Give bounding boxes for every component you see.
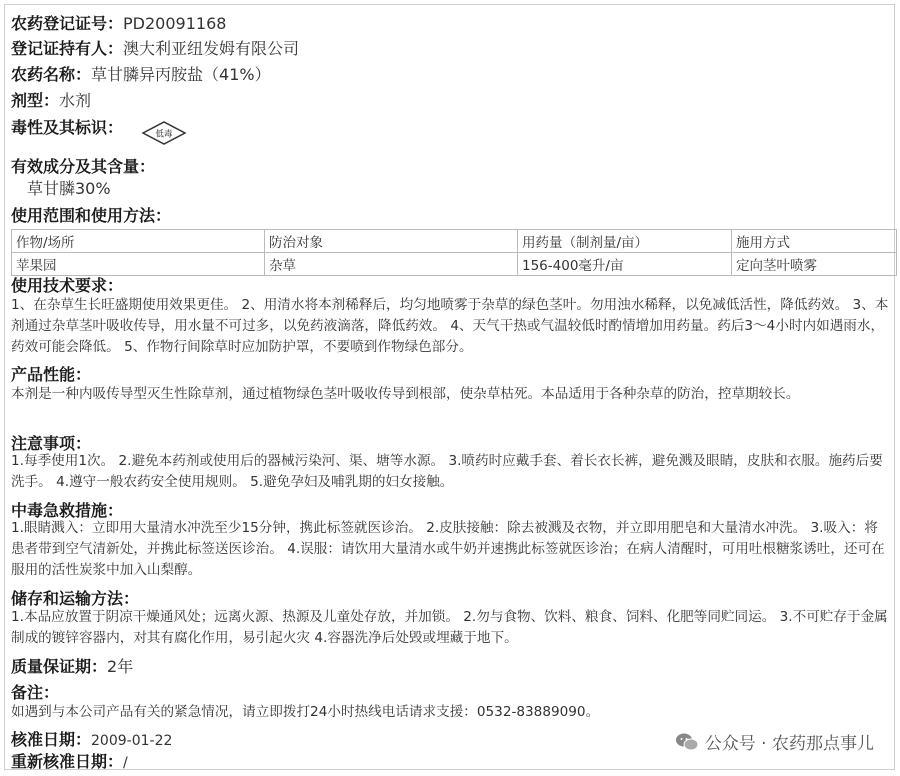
remarks-label: 备注：	[11, 683, 60, 702]
pesticide-name-row	[11, 62, 271, 85]
label-document	[4, 4, 895, 770]
holder-row	[11, 36, 299, 59]
header-dosage: 用药量（制剂量/亩）	[518, 230, 732, 253]
wechat-icon	[675, 732, 699, 752]
low-toxicity-icon	[140, 120, 188, 146]
reapproval-date-value: /	[123, 755, 128, 771]
registration-value: PD20091168	[123, 14, 227, 33]
first-aid-text: 1.眼睛溅入：立即用大量清水冲洗至少15分钟，携此标签就医诊治。 2.皮肤接触：除去被溅及衣物，并立即用肥皂和大量清水冲洗。 3.吸入：将患者带到空气清新处，并携此标签送医诊治。 4.误服：请饮用大量清水或牛奶并速携此标签就医诊治；在病人清醒时，可用吐根糖浆诱吐，还可在服用的活性炭浆中加入山梨醇。	[11, 520, 885, 578]
usage-table	[11, 229, 897, 276]
watermark-text: 公众号 · 农药那点事儿	[704, 734, 874, 754]
storage-label: 储存和运输方法：	[11, 589, 140, 608]
toxicity-row	[11, 115, 123, 138]
reapproval-date-row	[11, 749, 128, 772]
header-method: 施用方式	[732, 230, 897, 253]
table-row	[12, 253, 897, 276]
usage-header-row	[12, 230, 897, 253]
performance-text: 本剂是一种内吸传导型灭生性除草剂，通过植物绿色茎叶吸收传导到根部，使杂草枯死。本品适用于各种杂草的防治，控草期较长。	[11, 386, 800, 402]
approval-date-row	[11, 727, 172, 750]
warranty-value: 2年	[107, 657, 134, 676]
header-target: 防治对象	[265, 230, 518, 253]
first-aid-label: 中毒急救措施：	[11, 501, 124, 520]
cell-target: 杂草	[265, 253, 518, 276]
warranty-label: 质量保证期：	[11, 657, 108, 676]
storage-text: 1.本品应放置于阴凉干燥通风处；远离火源、热源及儿童处存放，并加锁。 2.勿与食物、饮料、粮食、饲料、化肥等同贮同运。 3.不可贮存于金属制成的镀锌容器内，对其有腐化作用，易引起火灾 4.容器洗净后处毁或埋藏于地下。	[11, 609, 888, 646]
performance-heading	[11, 362, 91, 385]
pesticide-name-label: 农药名称：	[11, 65, 92, 84]
ingredient-heading	[11, 154, 155, 177]
toxicity-label: 毒性及其标识：	[11, 118, 124, 137]
toxicity-badge-text: 低毒	[155, 129, 173, 140]
cell-crop: 苹果园	[12, 253, 265, 276]
registration-label: 农药登记证号：	[11, 14, 124, 33]
notes-text: 1.每季使用1次。 2.避免本药剂或使用后的器械污染河、渠、塘等水源。 3.喷药时应戴手套、着长衣长裤，避免溅及眼睛，皮肤和衣服。施药后要洗手。 4.遵守一般农药安全使用规则。 5.避免孕妇及哺乳期的妇女接触。	[11, 453, 883, 490]
cell-method: 定向茎叶喷雾	[732, 253, 897, 276]
warranty-row	[11, 654, 133, 677]
remarks-heading	[11, 680, 59, 703]
tech-text: 1、在杂草生长旺盛期使用效果更佳。 2、用清水将本剂稀释后，均匀地喷雾于杂草的绿色茎叶。勿用浊水稀释，以免减低活性，降低药效。 3、本剂通过杂草茎叶吸收传导，用水量不可过多，以免药液滴落，降低药效。 4、天气干热或气温较低时酌情增加用药量。药后3～4小时内如遇雨水，药效可能会降低。 5、作物行间除草时应加防护罩，不要喷到作物绿色部分。	[11, 297, 889, 355]
cell-dosage: 156-400毫升/亩	[518, 253, 732, 276]
pesticide-name-value: 草甘膦异丙胺盐（41%）	[91, 65, 271, 84]
header-crop: 作物/场所	[12, 230, 265, 253]
performance-label: 产品性能：	[11, 365, 92, 384]
storage-heading	[11, 586, 139, 609]
reapproval-date-label: 重新核准日期：	[11, 752, 124, 771]
watermark	[675, 729, 874, 754]
usage-heading	[11, 203, 171, 226]
ingredient-label: 有效成分及其含量：	[11, 157, 156, 176]
formulation-value: 水剂	[59, 91, 92, 110]
notes-label: 注意事项：	[11, 434, 92, 453]
formulation-label: 剂型：	[11, 91, 60, 110]
tech-label: 使用技术要求：	[11, 276, 124, 295]
usage-label: 使用范围和使用方法：	[11, 206, 172, 225]
remarks-text: 如遇到与本公司产品有关的紧急情况，请立即拨打24小时热线电话请求支援：0532-83889090。	[11, 704, 600, 720]
tech-heading	[11, 273, 123, 296]
approval-date-value: 2009-01-22	[91, 733, 173, 749]
ingredient-value: 草甘膦30%	[27, 179, 111, 198]
holder-value: 澳大利亚纽发姆有限公司	[123, 39, 300, 58]
registration-row	[11, 11, 226, 34]
approval-date-label: 核准日期：	[11, 730, 92, 749]
ingredient-value-row	[27, 176, 111, 199]
formulation-row	[11, 88, 91, 111]
holder-label: 登记证持有人：	[11, 39, 124, 58]
